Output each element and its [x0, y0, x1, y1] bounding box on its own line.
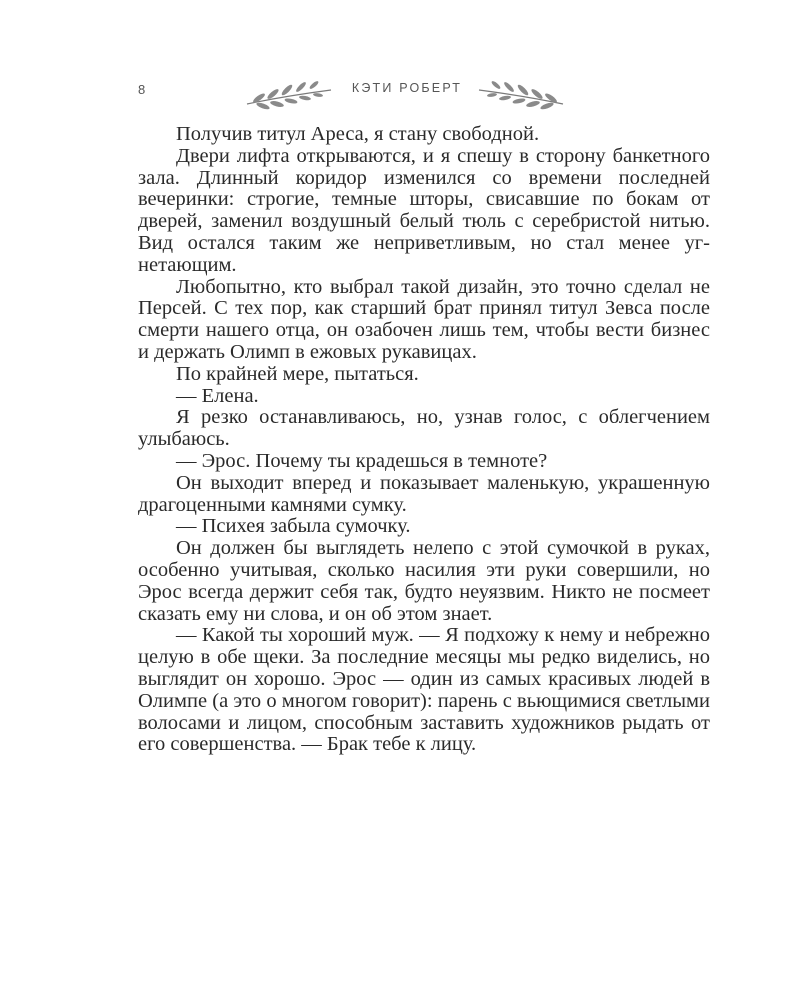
paragraph: Любопытно, кто выбрал такой дизайн, это точно сделал не Персей. С тех пор, как старший брат принял титул Зевса после смерти нашего отца, он озабочен лишь тем, чтобы вести бизнес и держать Олимп в ежовых рукавицах. [138, 275, 710, 363]
paragraph: — Эрос. Почему ты крадешься в темноте? [176, 449, 548, 472]
laurel-branch-icon [245, 74, 333, 110]
paragraph: Я резко останавливаюсь, но, узнав голос, с облегчением улыбаюсь. [138, 406, 710, 451]
paragraph: Он должен бы выглядеть нелепо с этой сумочкой в руках, особенно учитывая, сколько насилия эти руки совершили, но Эрос всегда держит себя так, будто неуязвим. Никто не посмеет сказать ему ни слова, и он об этом знает. [138, 537, 710, 625]
paragraph: Получив титул Ареса, я стану свободной. [176, 123, 540, 145]
paragraph: По крайней мере, пытаться. [176, 362, 419, 385]
paragraph: Двери лифта открываются, и я спешу в сторону банкетного зала. Длинный коридор изменился со времени последней вечеринки: строгие, темные шторы, свисавшие по бокам от дверей, заменил воздушный белый тюль с серебристой нитью. Вид остался таким же неприветливым, но стал менее угнетающим. [138, 144, 710, 276]
body-text [138, 124, 710, 756]
page-number: 8 [138, 82, 147, 97]
paragraph: — Елена. [176, 384, 259, 407]
paragraph: — Психея забыла сумочку. [176, 515, 411, 538]
laurel-branch-icon [477, 74, 565, 110]
paragraph: — Какой ты хороший муж. — Я подхожу к нему и небрежно целую в обе щеки. За последние месяцы мы редко виделись, но выглядит он хорошо. Эрос — один из самых красивых людей в Олимпе (а это о многом говорит): парень с вьющимися светлыми волосами и лицом, способным заставить художников рыдать от его совершенства. — Брак тебе к лицу. [138, 624, 710, 756]
running-header [245, 70, 565, 114]
author-name: КЭТИ РОБЕРТ [351, 81, 463, 95]
paragraph: Он выходит вперед и показывает маленькую, украшенную драгоценными камнями сумку. [138, 471, 710, 516]
